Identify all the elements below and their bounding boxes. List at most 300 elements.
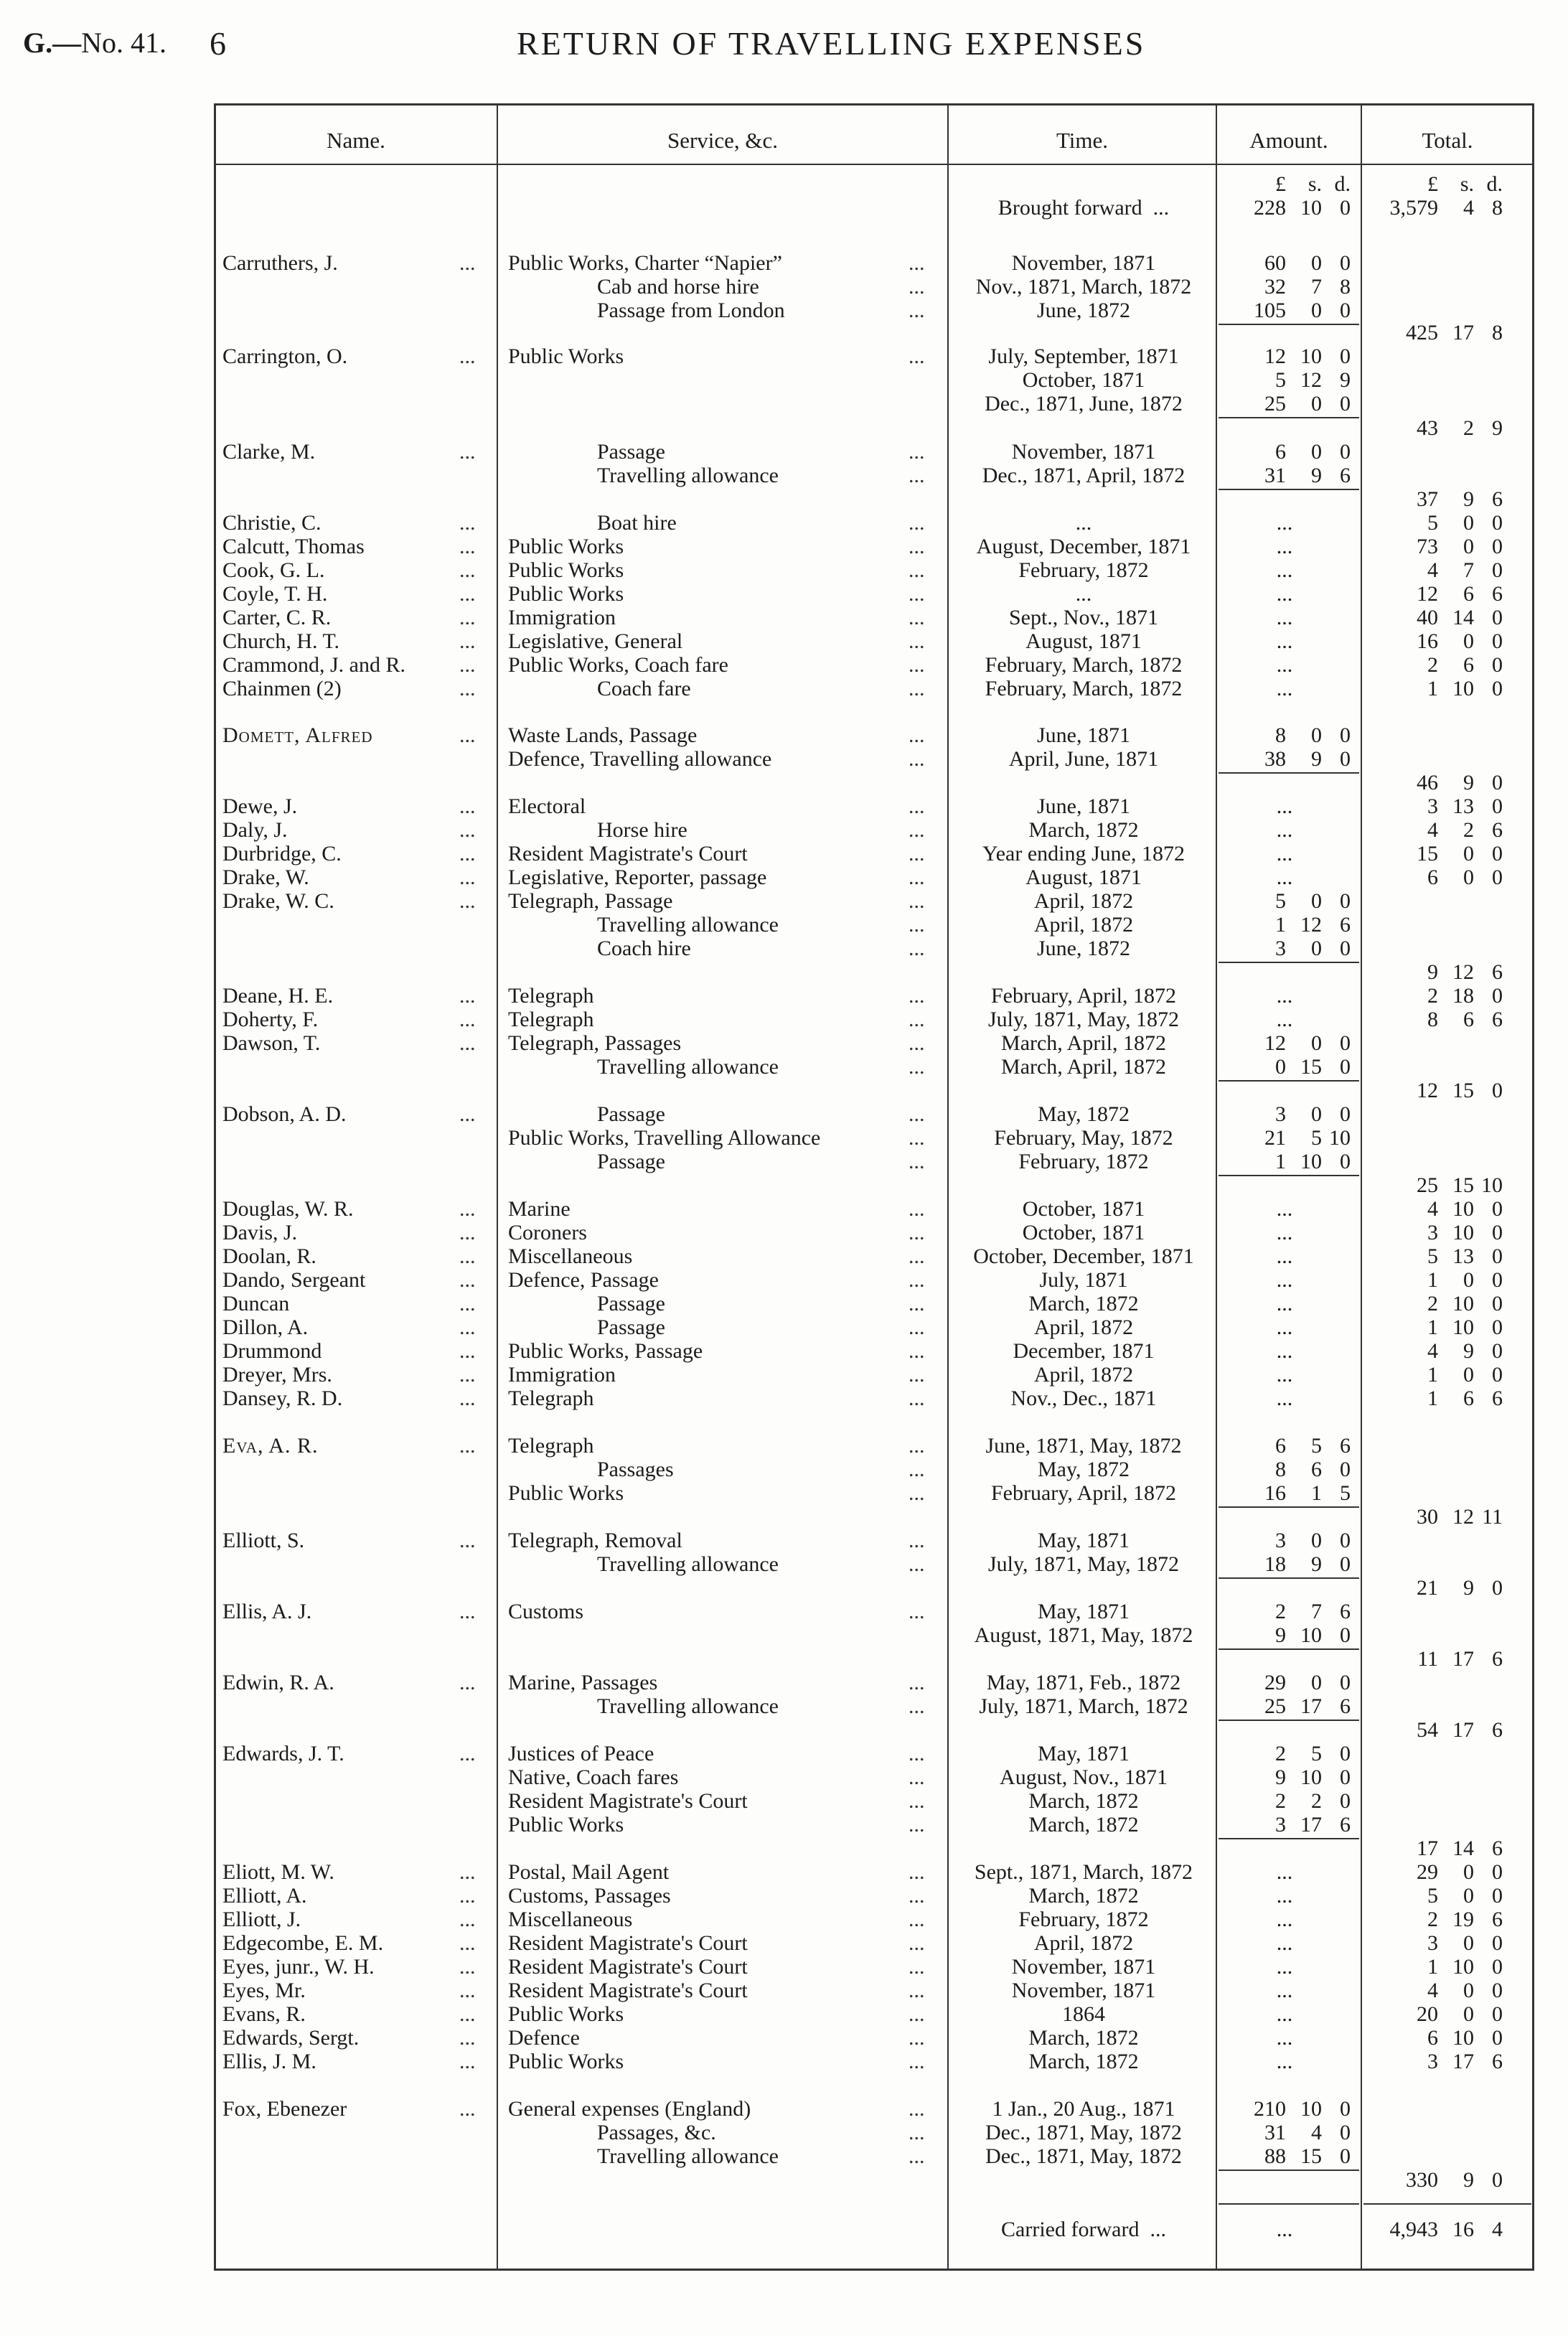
total-pence: 0	[1492, 629, 1503, 653]
amount-pence: 9	[1340, 368, 1351, 392]
service-text: Passage	[597, 1102, 665, 1126]
leader-dots: ...	[459, 511, 476, 535]
carried-forward-label: Carried forward ...	[1001, 2218, 1166, 2241]
total-pounds: 3	[1427, 1931, 1438, 1955]
amount-shillings: 5	[1311, 1434, 1322, 1458]
time-text: February, 1872	[1018, 558, 1149, 582]
leader-dots: ...	[909, 818, 925, 842]
total-pounds: 30	[1417, 1505, 1438, 1529]
leader-dots: ...	[1276, 2050, 1293, 2073]
leader-dots: ...	[909, 866, 925, 889]
service-text: Legislative, General	[508, 629, 683, 653]
leader-dots: ...	[909, 653, 925, 677]
leader-dots: ...	[909, 606, 925, 629]
leader-dots: ...	[909, 1363, 925, 1387]
leader-dots: ...	[459, 1860, 476, 1884]
rule	[1363, 2203, 1531, 2205]
amount-pounds: 12	[1264, 344, 1286, 368]
leader-dots: ...	[459, 535, 476, 558]
time-text: October, 1871	[1022, 368, 1145, 392]
table-row	[0, 1008, 1568, 1031]
total-shillings: 6	[1463, 582, 1474, 606]
time-text: June, 1871	[1037, 723, 1130, 747]
total-pounds: 4	[1427, 1979, 1438, 2002]
entry-name: Eliott, M. W.	[222, 1860, 334, 1884]
leader-dots: ...	[909, 1197, 925, 1221]
amount-pounds: 31	[1264, 2121, 1286, 2144]
amount-pence: 0	[1340, 747, 1351, 771]
leader-dots: ...	[459, 1268, 476, 1292]
leader-dots: ...	[909, 2144, 925, 2168]
time-text: February, May, 1872	[994, 1126, 1173, 1150]
leader-dots: ...	[909, 344, 925, 368]
entry-name: Dansey, R. D.	[222, 1387, 343, 1410]
service-text: Defence, Passage	[508, 1268, 659, 1292]
entry-name: Carrington, O.	[222, 344, 348, 368]
amount-pence: 6	[1340, 464, 1351, 487]
time-text: March, 1872	[1028, 1884, 1139, 1908]
service-text: Public Works, Coach fare	[508, 653, 728, 677]
leader-dots: ...	[909, 1552, 925, 1576]
leader-dots: ...	[909, 1055, 925, 1079]
amount-pence: 6	[1340, 1434, 1351, 1458]
table-row	[0, 1102, 1568, 1126]
entry-name: Crammond, J. and R.	[222, 653, 405, 677]
amount-shillings: 0	[1311, 889, 1322, 913]
amount-units: £ s. d.	[1275, 172, 1351, 196]
leader-dots: ...	[459, 1884, 476, 1908]
entry-name: Daly, J.	[222, 818, 288, 842]
service-text: Public Works	[508, 582, 624, 606]
leader-dots: ...	[1276, 818, 1293, 842]
entry-name: Carter, C. R.	[222, 606, 332, 629]
amount-pounds: 25	[1264, 1694, 1286, 1718]
amount-pence: 0	[1340, 1529, 1351, 1552]
entry-name: Drake, W.	[222, 866, 309, 889]
total-pence: 0	[1492, 842, 1503, 866]
time-text: April, 1872	[1033, 913, 1134, 937]
amount-pence: 0	[1340, 1102, 1351, 1126]
amount-pounds: 105	[1254, 299, 1286, 322]
leader-dots: ...	[459, 1955, 476, 1979]
leader-dots: ...	[909, 937, 925, 960]
total-pence: 0	[1492, 1860, 1503, 1884]
leader-dots: ...	[909, 1955, 925, 1979]
amount-shillings: 17	[1300, 1694, 1322, 1718]
time-text: November, 1871	[1011, 1979, 1156, 2002]
total-shillings: 0	[1463, 511, 1474, 535]
entry-name: Eva, A. R.	[222, 1434, 319, 1458]
leader-dots: ...	[459, 2002, 476, 2026]
table-row	[0, 1055, 1568, 1079]
table-row	[0, 1197, 1568, 1221]
table-row	[0, 1244, 1568, 1268]
service-text: Coach fare	[597, 677, 691, 700]
amount-pounds: 38	[1264, 747, 1286, 771]
leader-dots: ...	[1276, 1860, 1293, 1884]
service-text: Public Works	[508, 558, 624, 582]
leader-dots: ...	[909, 1765, 925, 1789]
time-text: February, April, 1872	[990, 1481, 1177, 1505]
amount-pence: 0	[1340, 1623, 1351, 1647]
table-row	[0, 984, 1568, 1008]
total-shillings: 10	[1452, 1955, 1474, 1979]
entry-name: Edwards, J. T.	[222, 1742, 344, 1765]
amount-pounds: 88	[1264, 2144, 1286, 2168]
leader-dots: ...	[1276, 794, 1293, 818]
total-shillings: 0	[1463, 1363, 1474, 1387]
total-pounds: 15	[1417, 842, 1438, 866]
leader-dots: ...	[909, 1031, 925, 1055]
time-text: November, 1871	[1011, 440, 1156, 464]
time-text: August, 1871	[1025, 629, 1142, 653]
service-text: Passage	[597, 1315, 665, 1339]
leader-dots: ...	[459, 1197, 476, 1221]
leader-dots: ...	[909, 747, 925, 771]
amount-pence: 0	[1340, 2097, 1351, 2121]
leader-dots: ...	[459, 1315, 476, 1339]
brought-forward-total: 3,579 4 8	[1389, 196, 1503, 220]
time-text: May, 1871	[1037, 1529, 1130, 1552]
service-text: Public Works	[508, 344, 624, 368]
leader-dots: ...	[459, 1292, 476, 1315]
service-text: Postal, Mail Agent	[508, 1860, 670, 1884]
leader-dots: ...	[459, 440, 476, 464]
amount-pounds: 6	[1275, 440, 1286, 464]
table-row	[0, 677, 1568, 700]
service-text: Passage	[597, 1292, 665, 1315]
service-text: Telegraph, Passage	[508, 889, 673, 913]
table-row	[0, 1221, 1568, 1244]
table-row	[0, 1600, 1568, 1623]
table-row	[0, 723, 1568, 747]
leader-dots: ...	[909, 1979, 925, 2002]
service-text: Immigration	[508, 606, 616, 629]
service-text: Resident Magistrate's Court	[508, 1931, 748, 1955]
table-row	[0, 299, 1568, 322]
total-pence: 0	[1492, 1576, 1503, 1600]
leader-dots: ...	[909, 251, 925, 275]
leader-dots: ...	[1276, 1908, 1293, 1931]
leader-dots: ...	[909, 1529, 925, 1552]
leader-dots: ...	[909, 1742, 925, 1765]
leader-dots: ...	[459, 866, 476, 889]
service-text: Public Works, Passage	[508, 1339, 703, 1363]
leader-dots: ...	[1276, 582, 1293, 606]
entry-name: Christie, C.	[222, 511, 321, 535]
service-text: Travelling allowance	[597, 1694, 779, 1718]
leader-dots: ...	[909, 1126, 925, 1150]
time-text: March, 1872	[1028, 1813, 1139, 1837]
time-text: ...	[1075, 511, 1092, 535]
amount-shillings: 12	[1300, 913, 1322, 937]
service-text: Public Works	[508, 2002, 624, 2026]
time-text: November, 1871	[1011, 1955, 1156, 1979]
leader-dots: ...	[909, 464, 925, 487]
total-pounds: 25	[1417, 1173, 1438, 1197]
total-shillings: 15	[1452, 1173, 1474, 1197]
total-pence: 0	[1492, 2168, 1503, 2192]
service-text: Passage	[597, 1150, 665, 1173]
leader-dots: ...	[909, 535, 925, 558]
service-text: Telegraph	[508, 1387, 594, 1410]
service-text: Public Works	[508, 535, 624, 558]
amount-pence: 0	[1340, 344, 1351, 368]
total-shillings: 0	[1463, 1931, 1474, 1955]
service-text: Public Works	[508, 1481, 624, 1505]
table-row	[0, 582, 1568, 606]
service-text: Public Works	[508, 2050, 624, 2073]
total-shillings: 17	[1452, 321, 1474, 344]
amount-shillings: 10	[1300, 1623, 1322, 1647]
amount-pence: 0	[1340, 1031, 1351, 1055]
time-text: April, 1872	[1033, 889, 1134, 913]
amount-pounds: 12	[1264, 1031, 1286, 1055]
leader-dots: ...	[1276, 2026, 1293, 2050]
service-text: Boat hire	[597, 511, 677, 535]
column-header-time: Time.	[1056, 128, 1109, 153]
total-pounds: 21	[1417, 1576, 1438, 1600]
service-text: Native, Coach fares	[508, 1765, 679, 1789]
entry-name: Duncan	[222, 1292, 290, 1315]
total-pence: 0	[1492, 1197, 1503, 1221]
total-pence: 6	[1492, 1908, 1503, 1931]
brought-forward-row	[0, 196, 1568, 220]
amount-shillings: 0	[1311, 251, 1322, 275]
total-pounds: 2	[1427, 1292, 1438, 1315]
total-shillings: 0	[1463, 842, 1474, 866]
amount-pence: 0	[1340, 1458, 1351, 1481]
total-shillings: 14	[1452, 1837, 1474, 1860]
service-text: General expenses (England)	[508, 2097, 751, 2121]
rule	[1219, 2203, 1359, 2205]
amount-pence: 0	[1340, 889, 1351, 913]
leader-dots: ...	[459, 1908, 476, 1931]
total-pounds: 6	[1427, 866, 1438, 889]
total-pounds: 3	[1427, 794, 1438, 818]
amount-pence: 10	[1329, 1126, 1351, 1150]
time-text: May, 1871	[1037, 1742, 1130, 1765]
service-text: Passage from London	[597, 299, 785, 322]
amount-shillings: 0	[1311, 392, 1322, 416]
leader-dots: ...	[459, 251, 476, 275]
table-row	[0, 487, 1568, 511]
total-pounds: 3	[1427, 1221, 1438, 1244]
leader-dots: ...	[1276, 1339, 1293, 1363]
leader-dots: ...	[1276, 1979, 1293, 2002]
total-pounds: 5	[1427, 1244, 1438, 1268]
time-text: June, 1871, May, 1872	[985, 1434, 1182, 1458]
total-pence: 9	[1492, 416, 1503, 440]
amount-pence: 0	[1340, 392, 1351, 416]
leader-dots: ...	[1276, 1008, 1293, 1031]
amount-shillings: 9	[1311, 747, 1322, 771]
amount-shillings: 0	[1311, 299, 1322, 322]
table-row	[0, 2097, 1568, 2121]
amount-pence: 0	[1340, 723, 1351, 747]
total-shillings: 9	[1463, 1339, 1474, 1363]
unit-row	[0, 172, 1568, 196]
leader-dots: ...	[1276, 2002, 1293, 2026]
leader-dots: ...	[459, 1031, 476, 1055]
leader-dots: ...	[1276, 1315, 1293, 1339]
table-row	[0, 1387, 1568, 1410]
leader-dots: ...	[459, 344, 476, 368]
total-pence: 6	[1492, 1008, 1503, 1031]
leader-dots: ...	[909, 1315, 925, 1339]
entry-name: Cook, G. L.	[222, 558, 325, 582]
amount-shillings: 7	[1311, 275, 1322, 299]
total-pence: 0	[1492, 1315, 1503, 1339]
amount-shillings: 0	[1311, 723, 1322, 747]
amount-pounds: 31	[1264, 464, 1286, 487]
service-text: Travelling allowance	[597, 1552, 779, 1576]
table-row	[0, 2026, 1568, 2050]
entry-name: Dando, Sergeant	[222, 1268, 366, 1292]
entry-name: Drummond	[222, 1339, 322, 1363]
time-text: February, 1872	[1018, 1908, 1149, 1931]
time-text: May, 1872	[1037, 1458, 1130, 1481]
leader-dots: ...	[459, 1244, 476, 1268]
total-shillings: 9	[1463, 1576, 1474, 1600]
table-row	[0, 368, 1568, 392]
total-pence: 6	[1492, 582, 1503, 606]
amount-pence: 0	[1340, 1742, 1351, 1765]
entry-name: Edgecombe, E. M.	[222, 1931, 384, 1955]
service-text: Coach hire	[597, 937, 691, 960]
amount-shillings: 9	[1311, 464, 1322, 487]
total-pounds: 6	[1427, 2026, 1438, 2050]
leader-dots: ...	[909, 794, 925, 818]
leader-dots: ...	[909, 1292, 925, 1315]
entry-name: Drake, W. C.	[222, 889, 334, 913]
time-text: June, 1872	[1037, 937, 1130, 960]
service-text: Telegraph, Removal	[508, 1529, 682, 1552]
total-pence: 0	[1492, 1363, 1503, 1387]
total-units: £ s. d.	[1427, 172, 1503, 196]
leader-dots: ...	[459, 677, 476, 700]
amount-pounds: 2	[1275, 1742, 1286, 1765]
amount-pounds: 29	[1264, 1671, 1286, 1694]
leader-dots: ...	[909, 984, 925, 1008]
service-text: Electoral	[508, 794, 586, 818]
time-text: Dec., 1871, May, 1872	[985, 2121, 1182, 2144]
leader-dots: ...	[459, 1221, 476, 1244]
table-row	[0, 818, 1568, 842]
total-shillings: 0	[1463, 2002, 1474, 2026]
time-text: April, June, 1871	[1008, 747, 1159, 771]
amount-shillings: 9	[1311, 1552, 1322, 1576]
leader-dots: ...	[1276, 1363, 1293, 1387]
amount-pounds: 25	[1264, 392, 1286, 416]
leader-dots: ...	[1276, 1292, 1293, 1315]
total-pounds: 46	[1417, 771, 1438, 794]
amount-shillings: 5	[1311, 1126, 1322, 1150]
total-pounds: 4	[1427, 1339, 1438, 1363]
leader-dots: ...	[459, 2026, 476, 2050]
service-text: Cab and horse hire	[597, 275, 759, 299]
time-text: October, 1871	[1022, 1221, 1145, 1244]
table-row	[0, 321, 1568, 344]
total-pounds: 54	[1417, 1718, 1438, 1742]
leader-dots: ...	[459, 1008, 476, 1031]
total-shillings: 0	[1463, 1884, 1474, 1908]
leader-dots: ...	[909, 1860, 925, 1884]
entry-name: Clarke, M.	[222, 440, 316, 464]
total-pence: 0	[1492, 653, 1503, 677]
amount-shillings: 5	[1311, 1742, 1322, 1765]
total-pence: 0	[1492, 511, 1503, 535]
total-pounds: 4	[1427, 558, 1438, 582]
column-header-total: Total.	[1422, 128, 1473, 153]
table-row	[0, 771, 1568, 794]
service-text: Resident Magistrate's Court	[508, 842, 748, 866]
leader-dots: ...	[459, 1931, 476, 1955]
leader-dots: ...	[909, 1671, 925, 1694]
total-pounds: 4	[1427, 818, 1438, 842]
leader-dots: ...	[909, 1908, 925, 1931]
amount-pounds: 3	[1275, 1102, 1286, 1126]
amount-shillings: 0	[1311, 1031, 1322, 1055]
leader-dots: ...	[909, 2050, 925, 2073]
entry-name: Dreyer, Mrs.	[222, 1363, 332, 1387]
total-pence: 0	[1492, 1931, 1503, 1955]
table-row	[0, 1955, 1568, 1979]
total-pounds: 5	[1427, 511, 1438, 535]
time-text: March, 1872	[1028, 2026, 1139, 2050]
total-shillings: 13	[1452, 1244, 1474, 1268]
leader-dots: ...	[459, 629, 476, 653]
total-pence: 0	[1492, 1079, 1503, 1102]
table-row	[0, 1481, 1568, 1505]
table-row	[0, 1765, 1568, 1789]
total-pounds: 73	[1417, 535, 1438, 558]
table-row	[0, 842, 1568, 866]
amount-pounds: 1	[1275, 1150, 1286, 1173]
table-row	[0, 251, 1568, 275]
time-text: ...	[1075, 582, 1092, 606]
time-text: March, 1872	[1028, 2050, 1139, 2073]
service-text: Telegraph	[508, 984, 594, 1008]
amount-pounds: 16	[1264, 1481, 1286, 1505]
entry-name: Douglas, W. R.	[222, 1197, 354, 1221]
total-pounds: 12	[1417, 582, 1438, 606]
leader-dots: ...	[459, 1600, 476, 1623]
table-row	[0, 960, 1568, 984]
leader-dots: ...	[909, 1387, 925, 1410]
amount-pounds: 1	[1275, 913, 1286, 937]
total-pounds: 40	[1417, 606, 1438, 629]
service-text: Immigration	[508, 1363, 616, 1387]
time-text: February, March, 1872	[985, 677, 1183, 700]
total-pence: 6	[1492, 1837, 1503, 1860]
total-shillings: 6	[1463, 1387, 1474, 1410]
page-number: 6	[210, 25, 226, 62]
total-pounds: 16	[1417, 629, 1438, 653]
leader-dots: ...	[459, 794, 476, 818]
amount-pence: 0	[1340, 1055, 1351, 1079]
service-text: Telegraph	[508, 1008, 594, 1031]
leader-dots: ...	[459, 723, 476, 747]
service-text: Travelling allowance	[597, 913, 779, 937]
amount-pence: 8	[1340, 275, 1351, 299]
total-pounds: 2	[1427, 1908, 1438, 1931]
total-pence: 0	[1492, 535, 1503, 558]
amount-shillings: 10	[1300, 344, 1322, 368]
leader-dots: ...	[909, 1150, 925, 1173]
table-row	[0, 653, 1568, 677]
amount-pence: 6	[1340, 913, 1351, 937]
